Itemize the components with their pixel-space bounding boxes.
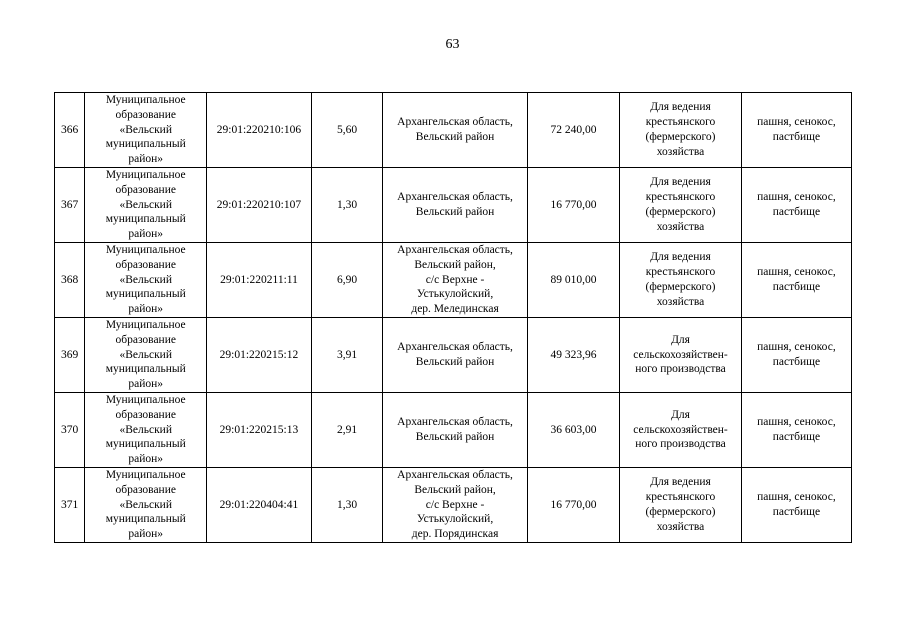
land-type-cell bbox=[741, 167, 851, 242]
location-line: Вельский район, bbox=[414, 258, 496, 271]
land-type-line: пашня, сенокос, bbox=[757, 491, 836, 504]
location-line: Архангельская область, bbox=[397, 243, 513, 256]
location-line: Устькулойский, bbox=[416, 513, 494, 526]
row-number-cell: 368 bbox=[55, 242, 85, 317]
cadastral-value-cell: 49 323,96 bbox=[527, 317, 619, 392]
location-line: дер. Порядинская bbox=[411, 528, 499, 541]
page-number: 63 bbox=[445, 37, 460, 52]
table-row bbox=[55, 93, 852, 168]
land-type-line: пашня, сенокос, bbox=[757, 266, 836, 279]
area-cell: 1,30 bbox=[311, 167, 382, 242]
location-cell bbox=[383, 317, 528, 392]
location-line: Архангельская область, bbox=[397, 416, 513, 429]
owner-cell bbox=[85, 93, 207, 168]
table-row bbox=[55, 317, 852, 392]
location-line: Вельский район, bbox=[414, 483, 496, 496]
cadastral-number-cell: 29:01:220404:41 bbox=[207, 467, 312, 542]
owner-line: образование bbox=[115, 483, 176, 496]
permitted-use-line: Для bbox=[671, 333, 690, 346]
permitted-use-cell bbox=[620, 392, 742, 467]
cadastral-number-cell: 29:01:220210:106 bbox=[207, 93, 312, 168]
cadastral-number-cell: 29:01:220215:13 bbox=[207, 392, 312, 467]
permitted-use-line: Для ведения bbox=[650, 251, 711, 264]
permitted-use-line: крестьянского bbox=[645, 191, 716, 204]
land-type-line: пашня, сенокос, bbox=[757, 116, 836, 129]
location-line: Архангельская область, bbox=[397, 116, 513, 129]
owner-line: «Вельский bbox=[119, 348, 172, 361]
land-type-cell bbox=[741, 242, 851, 317]
cadastral-value-cell: 89 010,00 bbox=[527, 242, 619, 317]
permitted-use-cell bbox=[620, 93, 742, 168]
owner-line: район» bbox=[128, 528, 164, 541]
owner-line: Муниципальное bbox=[105, 94, 186, 106]
location-line: Архангельская область, bbox=[397, 341, 513, 354]
owner-line: район» bbox=[128, 453, 164, 466]
owner-line: Муниципальное bbox=[105, 393, 186, 406]
owner-line: образование bbox=[115, 258, 176, 271]
land-type-line: пашня, сенокос, bbox=[757, 341, 836, 354]
row-number-cell: 369 bbox=[55, 317, 85, 392]
table-row bbox=[55, 242, 852, 317]
permitted-use-line: Для ведения bbox=[650, 101, 711, 114]
owner-line: образование bbox=[115, 183, 176, 196]
location-line: с/с Верхне - bbox=[425, 273, 485, 286]
owner-line: образование bbox=[115, 108, 176, 121]
location-line: Архангельская область, bbox=[397, 468, 513, 481]
owner-cell bbox=[85, 467, 207, 542]
permitted-use-line: Для ведения bbox=[650, 476, 711, 489]
owner-line: муниципальный bbox=[105, 288, 186, 301]
table-body bbox=[55, 93, 852, 543]
permitted-use-line: крестьянского bbox=[645, 491, 716, 504]
land-type-line: пашня, сенокос, bbox=[757, 191, 836, 204]
owner-line: «Вельский bbox=[119, 198, 172, 211]
owner-line: муниципальный bbox=[105, 138, 186, 151]
permitted-use-line: Для bbox=[671, 408, 690, 421]
permitted-use-cell bbox=[620, 467, 742, 542]
location-line: Архангельская область, bbox=[397, 191, 513, 204]
land-type-cell bbox=[741, 467, 851, 542]
cadastral-value-cell: 16 770,00 bbox=[527, 167, 619, 242]
permitted-use-line: (фермерского) bbox=[645, 205, 716, 218]
table-row bbox=[55, 392, 852, 467]
area-cell: 5,60 bbox=[311, 93, 382, 168]
owner-line: Муниципальное bbox=[105, 168, 186, 181]
permitted-use-line: крестьянского bbox=[645, 266, 716, 279]
location-line: Вельский район bbox=[415, 430, 495, 443]
owner-line: муниципальный bbox=[105, 438, 186, 451]
location-line: дер. Мелединская bbox=[411, 303, 499, 316]
permitted-use-line: ного производства bbox=[635, 438, 726, 451]
location-cell bbox=[383, 242, 528, 317]
owner-line: образование bbox=[115, 333, 176, 346]
permitted-use-line: (фермерского) bbox=[645, 505, 716, 518]
cadastral-number-cell: 29:01:220211:11 bbox=[207, 242, 312, 317]
permitted-use-line: (фермерского) bbox=[645, 130, 716, 143]
owner-line: район» bbox=[128, 378, 164, 391]
land-type-line: пастбище bbox=[772, 505, 821, 518]
location-line: Вельский район bbox=[415, 205, 495, 218]
cadastral-value-cell: 36 603,00 bbox=[527, 392, 619, 467]
owner-line: район» bbox=[128, 153, 164, 166]
land-type-line: пашня, сенокос, bbox=[757, 416, 836, 429]
area-cell: 1,30 bbox=[311, 467, 382, 542]
land-type-line: пастбище bbox=[772, 130, 821, 143]
land-plots-table bbox=[54, 92, 852, 543]
permitted-use-cell bbox=[620, 167, 742, 242]
location-cell bbox=[383, 167, 528, 242]
owner-cell bbox=[85, 167, 207, 242]
owner-line: Муниципальное bbox=[105, 468, 186, 481]
owner-line: Муниципальное bbox=[105, 318, 186, 331]
location-cell bbox=[383, 93, 528, 168]
owner-cell bbox=[85, 392, 207, 467]
area-cell: 3,91 bbox=[311, 317, 382, 392]
owner-line: район» bbox=[128, 303, 164, 316]
owner-line: «Вельский bbox=[119, 123, 172, 136]
owner-line: образование bbox=[115, 408, 176, 421]
permitted-use-line: крестьянского bbox=[645, 116, 716, 129]
owner-line: муниципальный bbox=[105, 213, 186, 226]
location-cell bbox=[383, 392, 528, 467]
location-cell bbox=[383, 467, 528, 542]
owner-line: «Вельский bbox=[119, 498, 172, 511]
owner-cell bbox=[85, 317, 207, 392]
land-type-line: пастбище bbox=[772, 355, 821, 368]
permitted-use-line: (фермерского) bbox=[645, 280, 716, 293]
permitted-use-line: ного производства bbox=[635, 363, 726, 376]
table-row bbox=[55, 167, 852, 242]
location-line: Вельский район bbox=[415, 355, 495, 368]
owner-line: «Вельский bbox=[119, 273, 172, 286]
cadastral-number-cell: 29:01:220210:107 bbox=[207, 167, 312, 242]
land-type-line: пастбище bbox=[772, 430, 821, 443]
location-line: Устькулойский, bbox=[416, 288, 494, 301]
permitted-use-line: хозяйства bbox=[656, 220, 705, 233]
permitted-use-line: сельскохозяйствен- bbox=[633, 348, 728, 361]
land-type-cell bbox=[741, 93, 851, 168]
row-number-cell: 366 bbox=[55, 93, 85, 168]
permitted-use-cell bbox=[620, 242, 742, 317]
location-line: с/с Верхне - bbox=[425, 498, 485, 511]
permitted-use-line: сельскохозяйствен- bbox=[633, 423, 728, 436]
owner-line: «Вельский bbox=[119, 423, 172, 436]
owner-line: Муниципальное bbox=[105, 243, 186, 256]
land-type-line: пастбище bbox=[772, 280, 821, 293]
land-type-cell bbox=[741, 392, 851, 467]
permitted-use-line: Для ведения bbox=[650, 176, 711, 189]
land-type-cell bbox=[741, 317, 851, 392]
row-number-cell: 370 bbox=[55, 392, 85, 467]
cadastral-value-cell: 72 240,00 bbox=[527, 93, 619, 168]
owner-line: муниципальный bbox=[105, 513, 186, 526]
owner-cell bbox=[85, 242, 207, 317]
cadastral-number-cell: 29:01:220215:12 bbox=[207, 317, 312, 392]
permitted-use-line: хозяйства bbox=[656, 295, 705, 308]
row-number-cell: 367 bbox=[55, 167, 85, 242]
area-cell: 6,90 bbox=[311, 242, 382, 317]
row-number-cell: 371 bbox=[55, 467, 85, 542]
permitted-use-cell bbox=[620, 317, 742, 392]
location-line: Вельский район bbox=[415, 130, 495, 143]
permitted-use-line: хозяйства bbox=[656, 145, 705, 158]
table-row bbox=[55, 467, 852, 542]
area-cell: 2,91 bbox=[311, 392, 382, 467]
permitted-use-line: хозяйства bbox=[656, 520, 705, 533]
owner-line: муниципальный bbox=[105, 363, 186, 376]
cadastral-value-cell: 16 770,00 bbox=[527, 467, 619, 542]
owner-line: район» bbox=[128, 228, 164, 241]
land-type-line: пастбище bbox=[772, 205, 821, 218]
